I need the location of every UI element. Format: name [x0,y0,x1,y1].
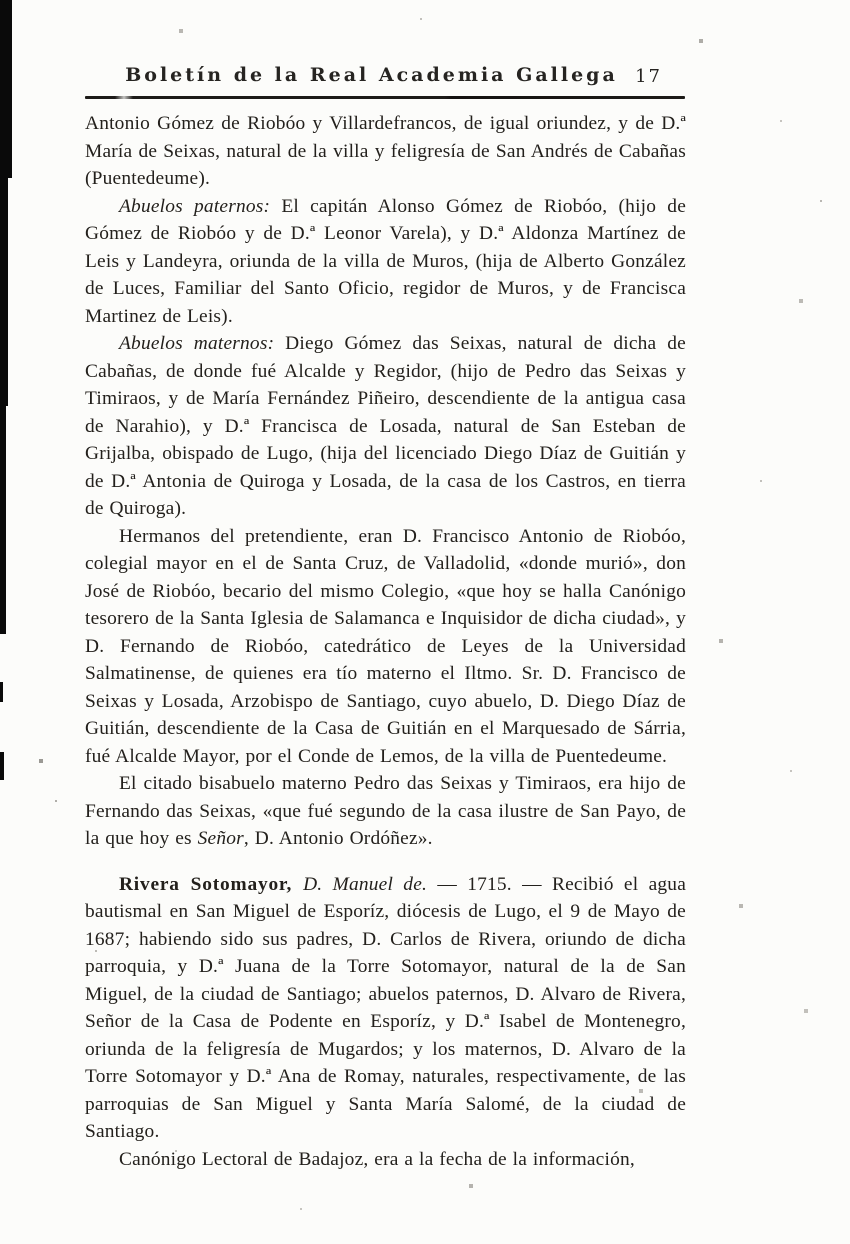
paragraph [85,1146,686,1174]
header-rule [85,96,685,99]
paragraph [85,770,686,853]
running-title: Boletín de la Real Academia Gallega [125,64,618,86]
text-run: Abuelos maternos: [119,333,275,354]
paragraph [85,193,686,331]
scan-speckles [0,0,2,2]
scan-gutter-shadow [0,406,6,634]
scan-gutter-shadow [0,0,12,178]
text-run: Antonio Gómez de Riobóo y Villardefrancos, de igual oriundez, y de D.ª María de Seixas, natural de la villa y feligresía de San Andrés de Cabañas (Puentedeume). [85,113,686,189]
text-block [85,110,686,1173]
scan-gutter-shadow [0,752,4,780]
paragraph [85,871,686,1146]
scan-gutter-shadow [0,178,8,406]
paragraph [85,330,686,523]
text-run: , D. Antonio Ordóñez». [243,828,433,849]
text-run: Canónigo Lectoral de Badajoz, era a la fecha de la información, [119,1148,635,1170]
text-run: D. Manuel de. [303,873,428,895]
scan-gutter-shadow [0,682,3,702]
text-run: Abuelos paternos: [119,195,271,217]
paragraph [85,110,686,193]
text-run: Hermanos del pretendiente, eran D. Francisco Antonio de Riobóo, colegial mayor en el de Santa Cruz, de Valladolid, «donde murió», don José de Riobóo, becario del mismo Colegio, «que hoy se halla Canónigo tesorero de la Santa Iglesia de Salamanca e Inquisidor de dicha ciudad», y D. Fernando de Riobóo, catedrático de Leyes de la Universidad Salmatinense, de quienes era tío materno el Iltmo. Sr. D. Francisco de Seixas y Losada, Arzobispo de Santiago, cuyo abuelo, D. Diego Díaz de Guitián, descendiente de la Casa de Guitián en el Marquesado de Sárria, fué Alcalde Mayor, por el Conde de Lemos, de la villa de Puentedeume. [85,525,686,767]
text-run: Diego Gómez das Seixas, natural de dicha de Cabañas, de donde fué Alcalde y Regidor, (hijo de Pedro das Seixas y Timiraos, y de María Fernández Piñeiro, descendiente de la antigua casa de Narahio), y D.ª Francisca de Losada, natural de San Esteban de Grijalba, obispado de Lugo, (hija del licenciado Diego Díaz de Guitián y de D.ª Antonia de Quiroga y Losada, de la casa de los Castros, en tierra de Quiroga). [85,333,686,519]
page-number: 17 [635,66,662,87]
text-run: Señor [197,828,244,849]
text-run: — 1715. — Recibió el agua bautismal en San Miguel de Esporíz, diócesis de Lugo, el 9 de Mayo de 1687; habiendo sido sus padres, D. Carlos de Rivera, oriundo de dicha parroquia, y D.ª Juana de la Torre Sotomayor, natural de la de San Miguel, de la ciudad de Santiago; abuelos paternos, D. Alvaro de Rivera, Señor de la Casa de Podente en Esporíz, y D.ª Isabel de Montenegro, oriunda de la feligresía de Mugardos; y los maternos, D. Alvaro de la Torre Sotomayor y D.ª Ana de Romay, naturales, respectivamente, de las parroquias de San Miguel y Santa María Salomé, de la ciudad de Santiago. [85,873,686,1142]
text-run: El capitán Alonso Gómez de Riobóo, (hijo de Gómez de Riobóo y de D.ª Leonor Varela), y D.ª Aldonza Martínez de Leis y Landeyra, oriunda de la villa de Muros, (hija de Alberto González de Luces, Familiar del Santo Oficio, regidor de Muros, y de Francisca Martinez de Leis). [85,195,687,327]
page-header [85,64,686,104]
text-run: El citado bisabuelo materno Pedro das Seixas y Timiraos, era hijo de Fernando das Seixas, «que fué segundo de la casa ilustre de San Payo, de la que hoy es [85,773,686,849]
paragraph [85,523,686,771]
text-run: Rivera Sotomayor, [119,873,304,895]
